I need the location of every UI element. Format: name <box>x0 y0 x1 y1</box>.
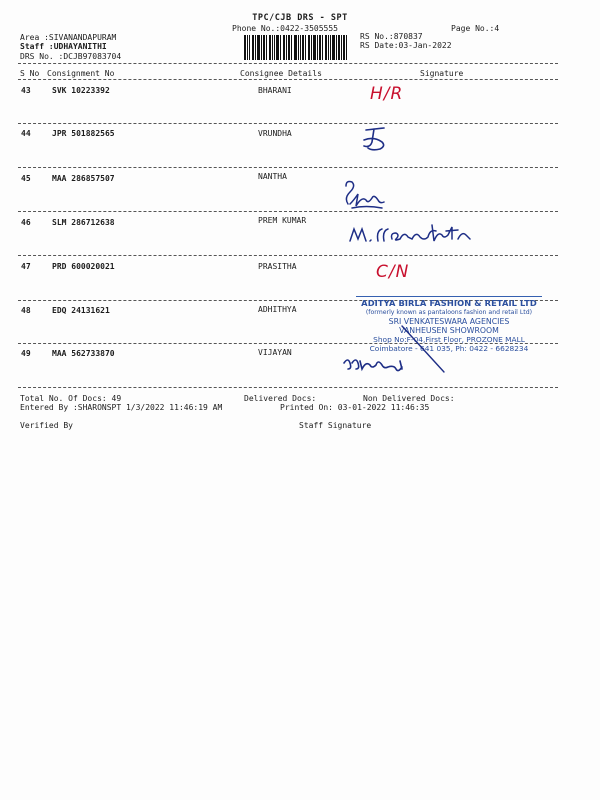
row-sno: 46 <box>21 218 31 227</box>
verified-by: Verified By <box>20 421 73 430</box>
row-sno: 48 <box>21 306 31 315</box>
printed-on: Printed On: 03-01-2022 11:46:35 <box>280 403 430 412</box>
row-consignment: PRD 600020021 <box>52 262 115 271</box>
stamp-agency-name: SRI VENKATESWARA AGENCIES <box>388 317 510 326</box>
row-consignment: EDQ 24131621 <box>52 306 110 315</box>
stamp-company-name: ADITYA BIRLA FASHION & RETAIL LTD <box>356 296 542 308</box>
row-consignment: SVK 10223392 <box>52 86 110 95</box>
stamp-address: Shop No:F-04,First Floor, PROZONE MALL <box>373 335 525 344</box>
col-consignment: Consignment No <box>47 69 115 78</box>
staff-signature: Staff Signature <box>299 421 372 430</box>
row-consignment: MAA 562733870 <box>52 349 115 358</box>
stamp-showroom: VANHEUSEN SHOWROOM <box>399 326 499 335</box>
row-sno: 44 <box>21 129 31 138</box>
row-consignment: SLM 286712638 <box>52 218 115 227</box>
stamp-city-phone: Coimbatore - 641 035, Ph: 0422 - 6628234 <box>369 344 529 353</box>
stamp-cross-mark <box>396 320 452 376</box>
header-divider-bottom <box>18 79 558 80</box>
signature-row-43: H/R <box>370 84 404 104</box>
row-consignment: JPR 501882565 <box>52 129 115 138</box>
signature-row-47: C/N <box>376 262 410 282</box>
area-label: Area :SIVANANDAPURAM <box>20 33 117 42</box>
row-sno: 43 <box>21 86 31 95</box>
header-divider-top <box>18 63 558 64</box>
col-signature: Signature <box>420 69 464 78</box>
stamp-former-name: (formerly known as pantaloons fashion and retail Ltd) <box>365 309 533 316</box>
row-consignee: PREM KUMAR <box>258 216 307 225</box>
row-divider <box>18 211 558 212</box>
barcode <box>243 35 348 60</box>
entered-by: Entered By :SHARONSPT 1/3/2022 11:46:19 AM <box>20 403 223 412</box>
row-sno: 49 <box>21 349 31 358</box>
signature-row-45 <box>338 178 390 212</box>
total-docs: Total No. Of Docs: 49 <box>20 394 122 403</box>
col-consignee: Consignee Details <box>240 69 322 78</box>
row-consignee: NANTHA <box>258 172 287 181</box>
non-delivered-docs: Non Delivered Docs: <box>363 394 455 403</box>
row-consignee: BHARANI <box>258 86 292 95</box>
row-consignee: ADHITHYA <box>258 305 297 314</box>
signature-row-44 <box>360 124 396 156</box>
table-divider-bottom <box>18 387 558 388</box>
page-number: Page No.:4 <box>451 24 500 33</box>
row-sno: 47 <box>21 262 31 271</box>
row-divider <box>18 123 558 124</box>
row-sno: 45 <box>21 174 31 183</box>
row-consignee: VIJAYAN <box>258 348 292 357</box>
row-consignee: VRUNDHA <box>258 129 292 138</box>
signature-row-46 <box>346 221 478 249</box>
delivered-docs: Delivered Docs: <box>244 394 317 403</box>
staff-label: Staff :UDHAYANITHI <box>20 42 107 51</box>
row-consignment: MAA 286857507 <box>52 174 115 183</box>
drs-number: DRS No. :DCJB97083704 <box>20 52 122 61</box>
rs-number: RS No.:870837 <box>360 32 423 41</box>
row-divider <box>18 167 558 168</box>
row-consignee: PRASITHA <box>258 262 297 271</box>
row-divider <box>18 255 558 256</box>
col-sno: S No <box>20 69 40 78</box>
rs-date: RS Date:03-Jan-2022 <box>360 41 452 50</box>
phone-number: Phone No.:0422-3505555 <box>232 24 338 33</box>
report-title: TPC/CJB DRS - SPT <box>252 13 348 23</box>
